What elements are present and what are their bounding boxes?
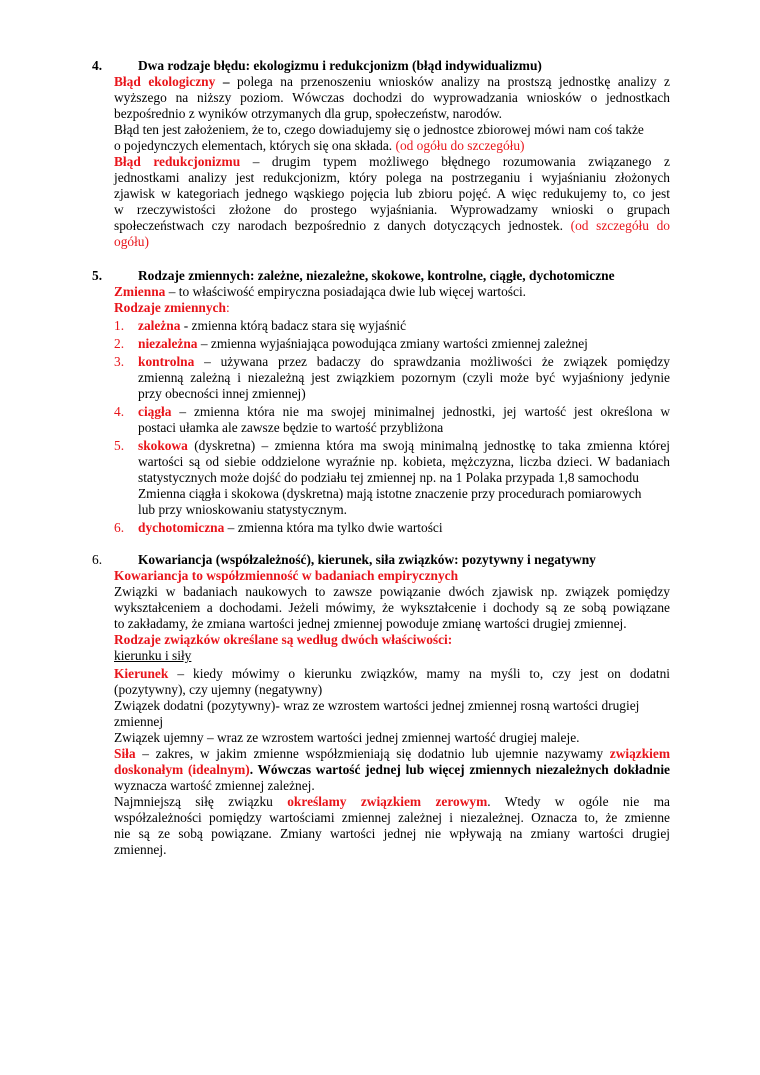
term-blad-ekologiczny: Błąd ekologiczny [114, 74, 216, 89]
annotation: (od szczegółu do [570, 218, 670, 233]
paragraph-line: zmiennej [114, 714, 164, 729]
list-line: Zmienna ciągła i skokowa (dyskretna) mają istotne znaczenie przy procedurach pomiarowych [138, 486, 642, 501]
term-sila: Siła [114, 746, 136, 761]
term-zmienna: Zmienna [114, 284, 166, 299]
term: skokowa [138, 438, 188, 453]
section-heading: Kowariancja (współzależność), kierunek, siła związków: pozytywny i negatywny [138, 552, 596, 567]
text: . Wówczas wartość jednej lub więcej zmiennych niezależnych dokładnie [249, 762, 670, 777]
text: – zmienna która nie ma swojej minimalnej jednostki, jej wartość jest określona w [171, 404, 670, 419]
list-line: lub przy wnioskowaniu statystycznym. [138, 502, 348, 517]
paragraph-line: Związek ujemny – wraz ze wzrostem wartości jednej zmiennej wartość drugiej maleje. [114, 730, 580, 745]
term: ciągła [138, 404, 172, 419]
text: społeczeństwach czy narodach bezpośrednio z danych dotyczących jednostek. [114, 218, 571, 233]
text: – drugim typem możliwego błędnego rozumowania związanego z [240, 154, 670, 169]
list-line [138, 354, 670, 370]
paragraph-line: jednostkami analizy jest redukcjonizm, który polega na postrzeganiu i wyjaśnianiu złożonych [114, 170, 670, 185]
paragraph-line: Związki w badaniach naukowych to zawsze powiązanie dwóch zjawisk np. związek pomiędzy [114, 584, 670, 599]
paragraph-line: współzależności pomiędzy wartościami zmiennej zależnej i niezależnej. Oznacza to, że zmienne [114, 810, 670, 825]
annotation: (od ogółu do szczegółu) [395, 138, 525, 153]
paragraph-line: Związek dodatni (pozytywny)- wraz ze wzrostem wartości jednej zmiennej rosną wartości drugiej [114, 698, 640, 713]
section-heading: Rodzaje zmiennych: zależne, niezależne, skokowe, kontrolne, ciągłe, dychotomiczne [138, 268, 615, 283]
term: kontrolna [138, 354, 195, 369]
list-line [138, 336, 588, 352]
paragraph-line: wyznacza wartość zmiennej zależnej. [114, 778, 315, 793]
paragraph-line: bezpośrednio z wyników otrzymanych dla grup, społeczeństw, narodów. [114, 106, 502, 121]
underlined-label: kierunku i siły [114, 648, 192, 663]
list-line: przy obecności innej zmiennej) [138, 386, 306, 401]
paragraph-line [114, 154, 670, 170]
term-kierunek: Kierunek [114, 666, 169, 681]
paragraph-line [114, 74, 670, 90]
subheading [114, 300, 230, 316]
list-number: 6. [114, 520, 125, 535]
text: polega na przenoszeniu wniosków analizy na prostszą jednostkę analizy z [237, 74, 670, 89]
text: – zakres, w jakim zmienne współzmieniają się dodatnio lub ujemnie nazywamy [135, 746, 610, 761]
annotation: ogółu) [114, 234, 149, 249]
text: (dyskretna) – zmienna która ma swoją minimalną jednostkę to taka zmienna której [187, 438, 670, 453]
paragraph-line: zmiennej. [114, 842, 167, 857]
list-line: wartości są od siebie oddzielone wyraźnie np. kobieta, mężczyzna, liczba dzieci. W badaniach [138, 454, 670, 469]
list-line [138, 318, 406, 334]
paragraph-line: to zakładamy, że zmiana wartości jednej zmiennej powoduje zmianę wartości drugiej zmiennej. [114, 616, 627, 631]
paragraph-line: Błąd ten jest założeniem, że to, czego dowiadujemy się o jednostce zbiorowej mówi nam coś także [114, 122, 644, 137]
term-zwiazek: związkiem [609, 746, 670, 761]
term-doskonaly: doskonałym (idealnym) [114, 762, 250, 777]
subheading: Kowariancja to współzmienność w badaniach empirycznych [114, 568, 459, 583]
list-line: zmienną zależną i niezależną jest związkiem pozornym (czyli może być wyjaśniony jedynie [138, 370, 670, 385]
section-number: 5. [92, 268, 103, 283]
list-number: 1. [114, 318, 125, 333]
text: – używana przez badaczy do sprawdzania możliwości że związek pomiędzy [194, 354, 670, 369]
text: – kiedy mówimy o kierunku związków, mamy na myśli to, czy jest on dodatni [168, 666, 670, 681]
term: dychotomiczna [138, 520, 225, 535]
text: - zmienna którą badacz stara się wyjaśnić [180, 318, 407, 333]
paragraph-line [114, 218, 670, 234]
text: – zmienna wyjaśniająca powodująca zmiany wartości zmiennej zależnej [197, 336, 588, 351]
paragraph-line: nie są ze sobą powiązane. Zmiany wartości jednej nie wpływają na zmiany wartości drugiej [114, 826, 670, 841]
list-line: statystycznych może dojść do podziału tej zmiennej np. na 1 Polaka przypada 1,8 samochodu [138, 470, 639, 485]
text: – zmienna która ma tylko dwie wartości [224, 520, 443, 535]
list-number: 3. [114, 354, 125, 369]
term-zwiazek-zerowy: określamy związkiem zerowym [287, 794, 488, 809]
section-number: 6. [92, 552, 103, 567]
list-line [138, 438, 670, 454]
section-heading: Dwa rodzaje błędu: ekologizmu i redukcjonizm (błąd indywidualizmu) [138, 58, 542, 73]
text: o pojedynczych elementach, których się ona składa. [114, 138, 396, 153]
list-line: postaci ułamka ale zawsze będzie to wartość przybliżona [138, 420, 444, 435]
colon: : [225, 300, 230, 315]
paragraph-line: wyższego na niższy poziom. Wówczas dochodzi do wyprowadzania wniosków o jednostkach [114, 90, 670, 105]
paragraph-line [114, 746, 670, 762]
paragraph-line [114, 794, 670, 810]
paragraph-line [114, 138, 525, 154]
dash: – [215, 74, 238, 89]
list-line [138, 520, 443, 536]
term: zależna [138, 318, 181, 333]
text: Najmniejszą siłę związku [114, 794, 288, 809]
paragraph-line: wykształceniem a dochodami. Jeżeli mówimy, że wykształcenie i dochody są ze sobą powiązane [114, 600, 670, 615]
term-blad-redukcjonizmu: Błąd redukcjonizmu [114, 154, 241, 169]
list-number: 5. [114, 438, 125, 453]
list-number: 2. [114, 336, 125, 351]
paragraph-line: (pozytywny), czy ujemny (negatywny) [114, 682, 323, 697]
definition-line [114, 284, 526, 300]
paragraph-line [114, 762, 670, 778]
paragraph-line [114, 666, 670, 682]
list-number: 4. [114, 404, 125, 419]
paragraph-line: w rzeczywistości złożone do prostego wyjaśniania. Wyprowadzamy wnioski o grupach [114, 202, 670, 217]
list-line [138, 404, 670, 420]
label: Rodzaje zmiennych [114, 300, 226, 315]
section-number: 4. [92, 58, 103, 73]
paragraph-line: zjawisk w kategoriach jednego wąskiego pojęcia lub zbioru pojęć. A więc redukujemy to, co jest [114, 186, 670, 201]
text: . Wtedy w ogóle nie ma [487, 794, 670, 809]
text: – to właściwość empiryczna posiadająca dwie lub więcej wartości. [165, 284, 527, 299]
subheading: Rodzaje związków określane są według dwóch właściwości: [114, 632, 453, 647]
term: niezależna [138, 336, 198, 351]
